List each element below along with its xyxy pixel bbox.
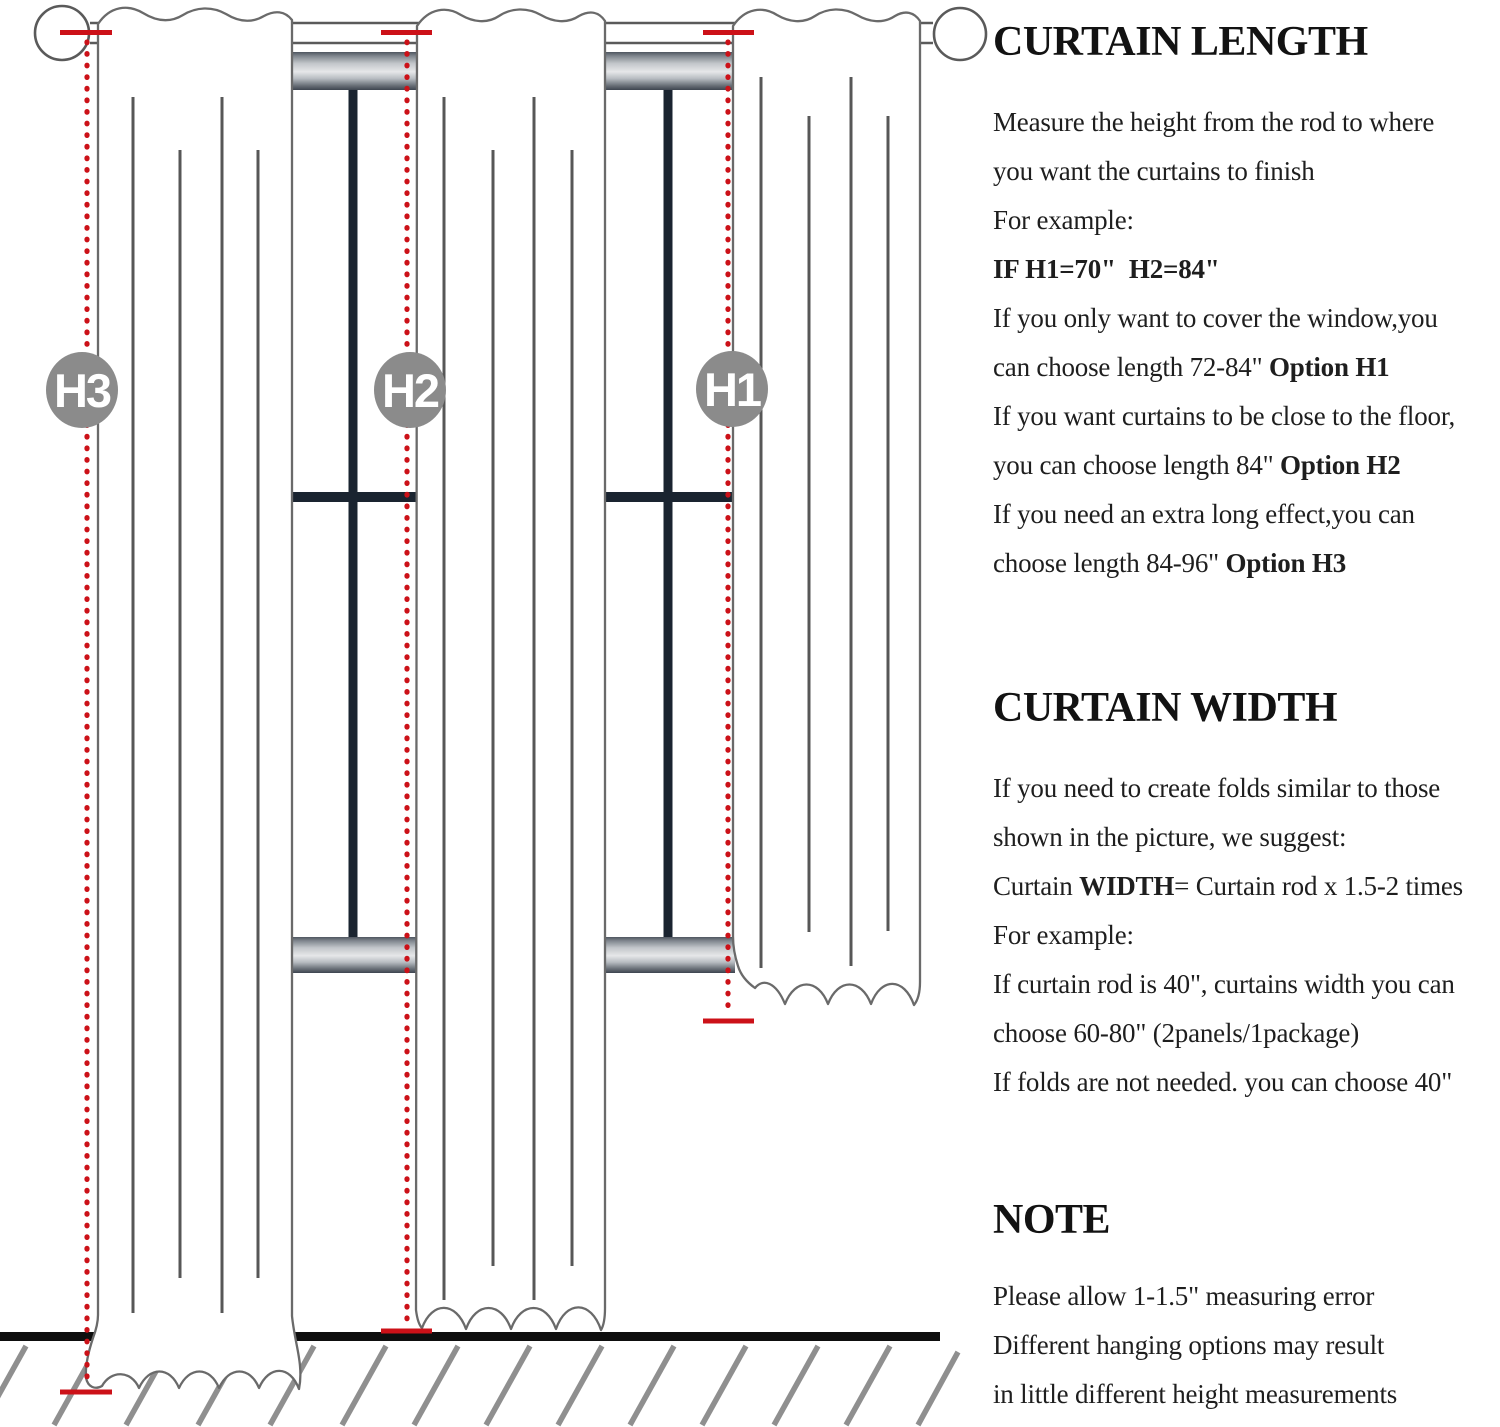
text-line: If curtain rod is 40", curtains width you can [993,969,1455,999]
section-title: NOTE [993,1197,1111,1243]
section-curtain-width [993,684,1500,1107]
text-line: If folds are not needed. you can choose 40" [993,1067,1453,1097]
text-line: If you only want to cover the window,you [993,303,1438,333]
text-line: If you want curtains to be close to the floor, [993,401,1456,431]
section-curtain-length [993,18,1500,588]
section-note [993,1196,1500,1419]
curtain-panels [86,8,920,1389]
text-line: If you need to create folds similar to those [993,773,1441,803]
text-line: choose 60-80" (2panels/1package) [993,1018,1359,1048]
info-column [993,0,1500,1427]
window-mullion-right [664,90,673,937]
curtain-panel-h3 [86,8,301,1389]
text-line: IF H1=70" H2=84" [993,254,1220,284]
text-line: in little different height measurements [993,1379,1398,1409]
text-line: Different hanging options may result [993,1330,1385,1360]
rod-finial-right-icon [934,8,986,60]
section-title: CURTAIN WIDTH [993,685,1338,731]
text-line: If you need an extra long effect,you can [993,499,1415,529]
text-line: Curtain WIDTH= Curtain rod x 1.5-2 times [993,871,1463,901]
text-line: For example: [993,205,1134,235]
badge-h3 [46,352,118,428]
text-line: you want the curtains to finish [993,156,1315,186]
text-line: For example: [993,920,1134,950]
section-title: CURTAIN LENGTH [993,19,1368,65]
badge-h3-label: H3 [53,364,111,417]
text-line: Please allow 1-1.5" measuring error [993,1281,1375,1311]
badge-h1-label: H1 [703,363,761,416]
text-line: Measure the height from the rod to where [993,107,1435,137]
window-mullion-left [349,90,358,937]
text-line: shown in the picture, we suggest: [993,822,1347,852]
text-line: choose length 84-96" Option H3 [993,548,1347,578]
badge-h1 [696,351,768,427]
badge-h2 [374,352,446,428]
text-line: can choose length 72-84" Option H1 [993,352,1390,382]
text-line: you can choose length 84" Option H2 [993,450,1401,480]
badge-h2-label: H2 [381,364,439,417]
